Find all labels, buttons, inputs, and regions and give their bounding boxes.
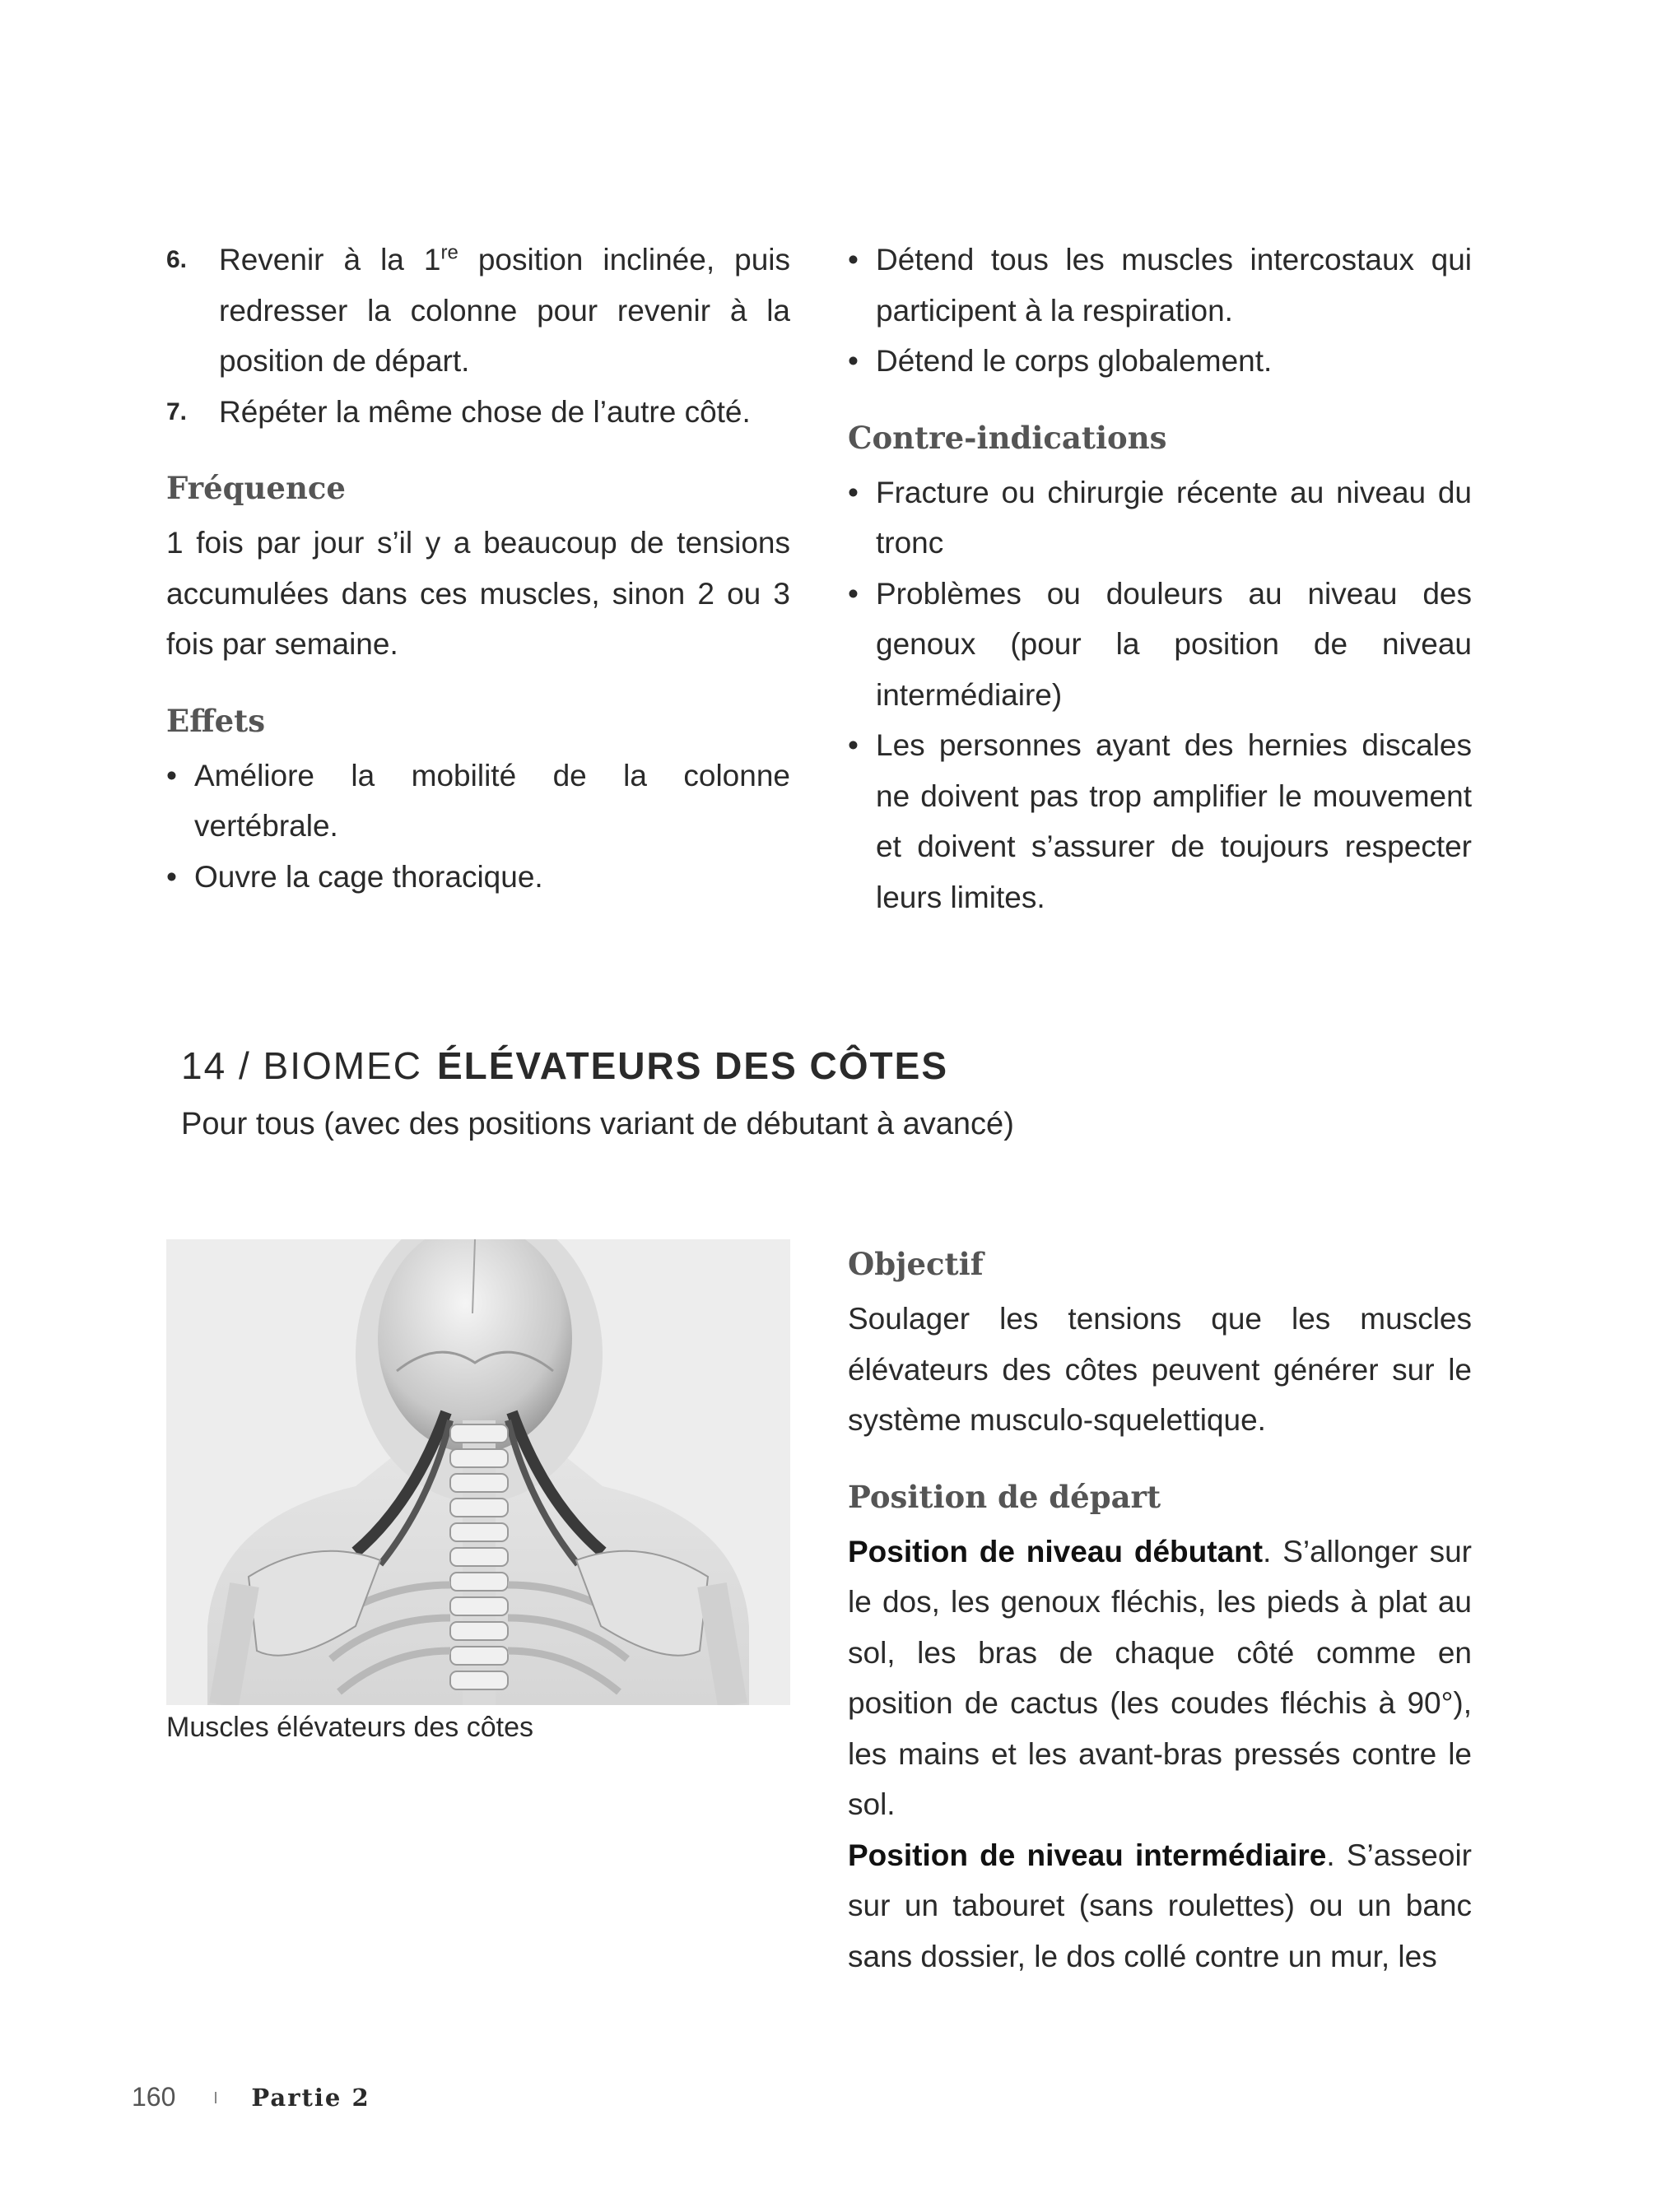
section-title <box>181 1043 948 1088</box>
step-text: Répéter la même chose de l’autre côté. <box>219 394 751 429</box>
list-item: • Détend le corps globalement. <box>848 336 1472 387</box>
section-title-text: ÉLÉVATEURS DES CÔTES <box>436 1044 949 1087</box>
section-subtitle: Pour tous (avec des positions variant de débutant à avancé) <box>181 1107 1014 1141</box>
page-number: 160 <box>132 2082 176 2112</box>
bullet-icon: • <box>848 243 859 276</box>
list-item: • Les personnes ayant des hernies discales ne doivent pas trop amplifier le mouvement et doivent s’assurer de toujours respecter leurs limites. <box>848 720 1472 922</box>
bullet-icon: • <box>848 475 859 509</box>
step-6 <box>166 235 790 387</box>
list-item: • Ouvre la cage thoracique. <box>166 852 790 903</box>
heading-frequence: Fréquence <box>166 470 346 506</box>
figure-caption: Muscles élévateurs des côtes <box>166 1712 533 1743</box>
position-beginner: Position de niveau débutant. S’allonger sur le dos, les genoux fléchis, les pieds à plat au sol, les bras de chaque côté comme en position de cactus (les coudes fléchis à 90°), les mains et les avant-bras pressés contre le sol. <box>848 1534 1472 1821</box>
heading-contre-indications: Contre-indications <box>848 419 1167 456</box>
heading-position-depart: Position de départ <box>848 1478 1161 1515</box>
bullet-icon: • <box>166 758 177 792</box>
anatomy-illustration <box>166 1239 790 1705</box>
bullet-icon: • <box>166 859 177 894</box>
part-label: Partie 2 <box>251 2083 370 2112</box>
right-column-bottom <box>848 1244 1472 1982</box>
position-intermediate: Position de niveau intermédiaire. S’asseoir sur un tabouret (sans roulettes) ou un banc sans dossier, le dos collé contre un mur, les <box>848 1838 1473 1973</box>
left-column-top <box>166 235 790 902</box>
objectif-text: Soulager les tensions que les muscles élévateurs des côtes peuvent générer sur le système musculo-squelettique. <box>848 1302 1472 1437</box>
section-prefix: 14 / BIOMEC <box>181 1044 422 1087</box>
frequence-text: 1 fois par jour s’il y a beaucoup de tensions accumulées dans ces muscles, sinon 2 ou 3 fois par semaine. <box>166 526 790 661</box>
list-item: • Problèmes ou douleurs au niveau des genoux (pour la position de niveau intermédiaire) <box>848 569 1472 721</box>
step-number: 6. <box>166 246 188 273</box>
step-text: Revenir à la 1re position inclinée, puis redresser la colonne pour revenir à la position de départ. <box>219 241 790 378</box>
right-column-top <box>848 235 1472 922</box>
list-item: • Fracture ou chirurgie récente au niveau du tronc <box>848 467 1472 569</box>
page-footer <box>132 2082 370 2112</box>
heading-effets: Effets <box>166 702 266 739</box>
footer-divider <box>215 2092 216 2103</box>
step-7 <box>166 387 790 438</box>
step-number: 7. <box>166 397 188 425</box>
bullet-icon: • <box>848 728 859 762</box>
list-item: • Améliore la mobilité de la colonne vertébrale. <box>166 750 790 852</box>
bullet-icon: • <box>848 576 859 611</box>
bullet-icon: • <box>848 344 859 378</box>
skeleton-neck-illustration <box>166 1239 790 1705</box>
heading-objectif: Objectif <box>848 1246 984 1282</box>
list-item: • Détend tous les muscles intercostaux qui participent à la respiration. <box>848 235 1472 336</box>
